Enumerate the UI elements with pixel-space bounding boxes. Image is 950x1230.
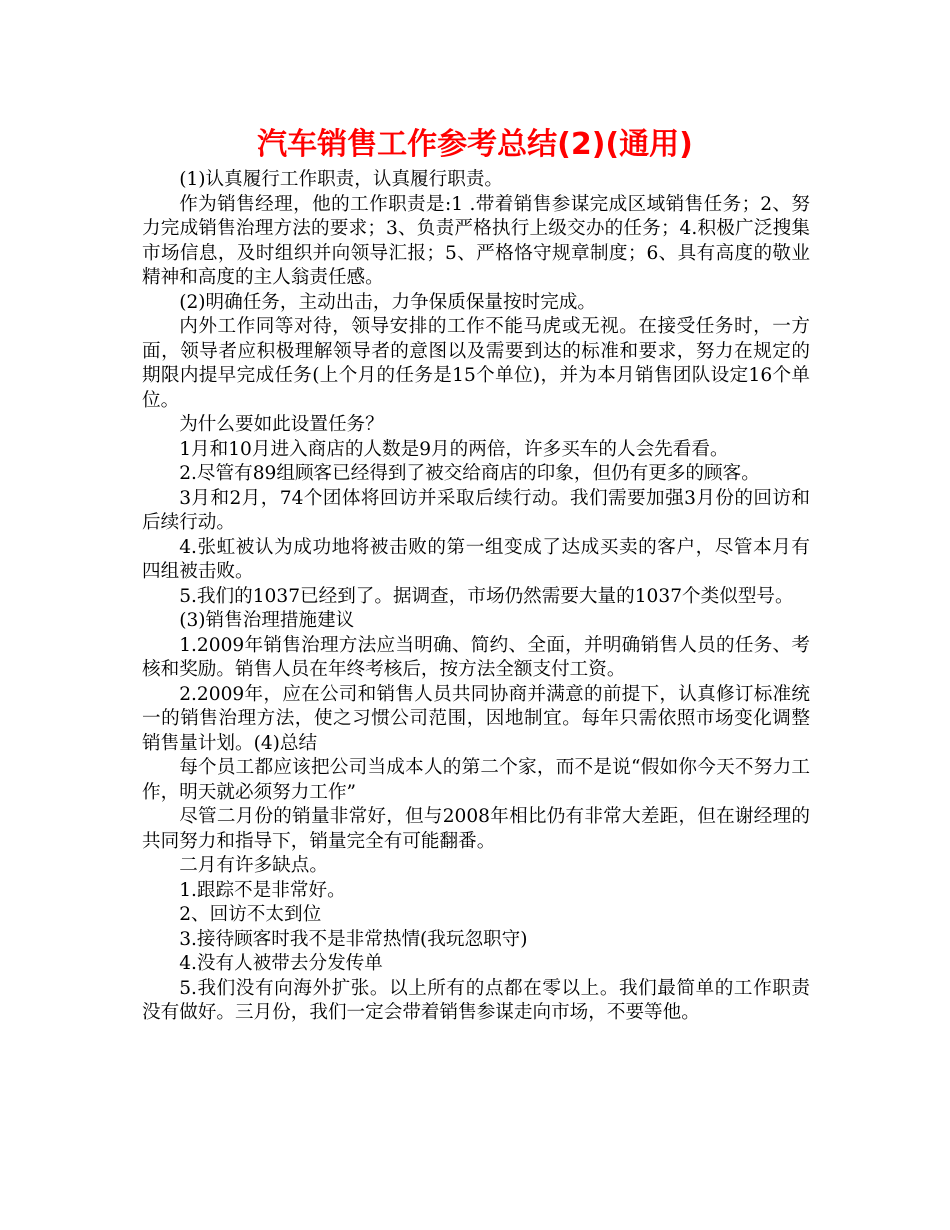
paragraph: 4.张虹被认为成功地将被击败的第一组变成了达成买卖的客户，尽管本月有四组被击败。 xyxy=(142,536,810,582)
paragraph: 4.没有人被带去分发传单 xyxy=(179,953,383,974)
paragraph: 3.接待顾客时我不是非常热情(我玩忽职守) xyxy=(179,928,528,950)
paragraph: 尽管二月份的销量非常好，但与2008年相比仍有非常大差距，但在谢经理的共同努力和指导下，销量完全有可能翻番。 xyxy=(142,806,810,852)
paragraph: 为什么要如此设置任务？ xyxy=(179,414,384,435)
paragraph: 每个员工都应该把公司当成本人的第二个家，而不是说“假如你今天不努力工作，明天就必须努力工作” xyxy=(142,757,810,803)
paragraph: (2)明确任务，主动出击，力争保质保量按时完成。 xyxy=(179,291,596,313)
paragraph: 2.2009年，应在公司和销售人员共同协商并满意的前提下，认真修订标准统一的销售治理方法，使之习惯公司范围，因地制宜。每年只需依照市场变化调整销售量计划。(4)总结 xyxy=(142,683,810,754)
paragraph: 作为销售经理，他的工作职责是:1 .带着销售参谋完成区域销售任务；2、努力完成销售治理方法的要求；3、负责严格执行上级交办的任务；4.积极广泛搜集市场信息，及时组织并向领导汇报；5、严格恪守规章制度；6、具有高度的敬业精神和高度的主人翁责任感。 xyxy=(142,193,810,288)
paragraph: 二月有许多缺点。 xyxy=(179,855,328,876)
paragraph: 1月和10月进入商店的人数是9月的两倍，许多买车的人会先看看。 xyxy=(179,438,729,460)
paragraph: 5.我们没有向海外扩张。以上所有的点都在零以上。我们最简单的工作职责没有做好。三月份，我们一定会带着销售参谋走向市场，不要等他。 xyxy=(142,977,810,1023)
paragraph: 5.我们的1037已经到了。据调查，市场仍然需要大量的1037个类似型号。 xyxy=(179,585,794,607)
paragraph: 1.2009年销售治理方法应当明确、简约、全面，并明确销售人员的任务、考核和奖励。销售人员在年终考核后，按方法全额支付工资。 xyxy=(142,634,810,680)
paragraph: 2.尽管有89组顾客已经得到了被交给商店的印象，但仍有更多的顾客。 xyxy=(179,463,760,484)
paragraph: 3月和2月，74个团体将回访并采取后续行动。我们需要加强3月份的回访和后续行动。 xyxy=(142,487,810,533)
document-body xyxy=(142,168,810,1026)
paragraph: 2、回访不太到位 xyxy=(179,904,322,925)
document-title: 汽车销售工作参考总结(2)(通用) xyxy=(257,127,693,162)
paragraph: (3)销售治理措施建议 xyxy=(179,610,355,631)
paragraph: 内外工作同等对待，领导安排的工作不能马虎或无视。在接受任务时，一方面，领导者应积极理解领导者的意图以及需要到达的标准和要求，努力在规定的期限内提早完成任务(上个月的任务是15个单位)，并为本月销售团队设定16个单位。 xyxy=(142,316,810,411)
paragraph: 1.跟踪不是非常好。 xyxy=(179,879,346,901)
paragraph: (1)认真履行工作职责，认真履行职责。 xyxy=(179,169,504,190)
